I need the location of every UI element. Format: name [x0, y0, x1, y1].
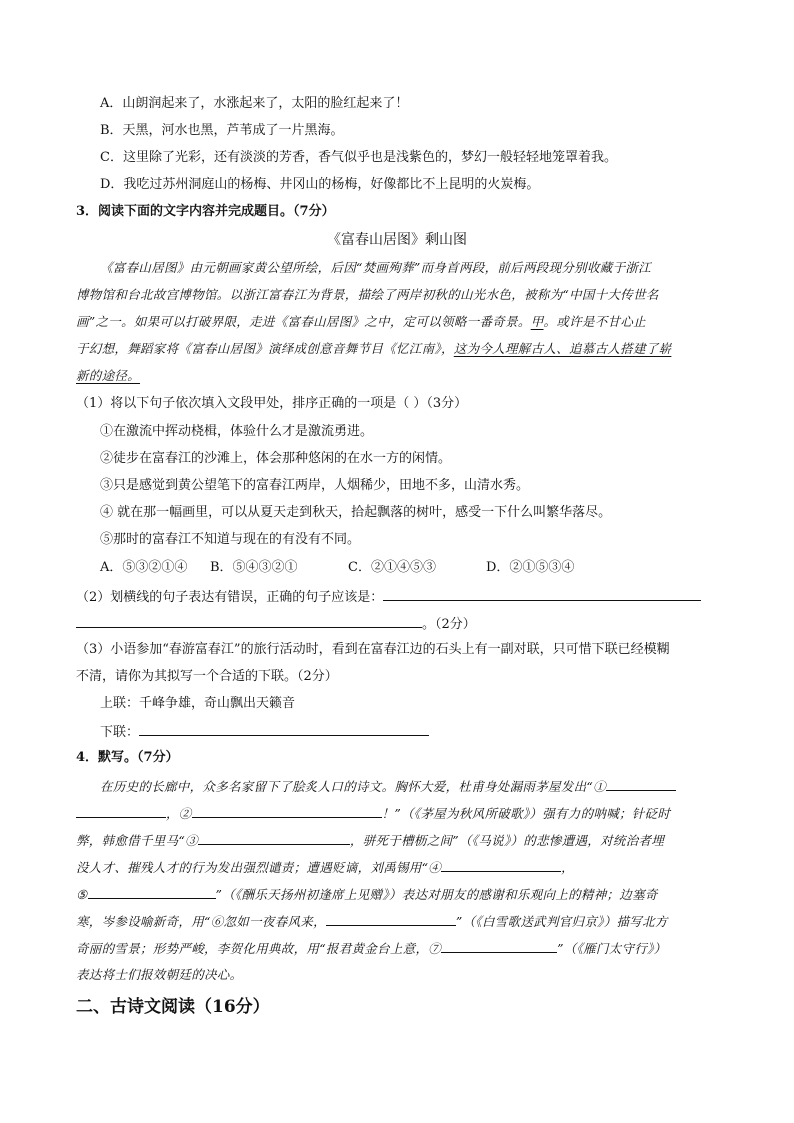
answer-line[interactable]	[606, 776, 676, 791]
answer-line[interactable]	[326, 911, 456, 926]
choice-a: A．⑤③②①④	[100, 560, 188, 575]
sentence-4: ④ 就在那一幅画里，可以从夏天走到秋天，拾起飘落的树叶，感受一下什么叫繁华落尽。	[100, 505, 612, 520]
sentence-1: ①在激流中挥动桡楫，体验什么才是激流勇进。	[100, 424, 374, 439]
answer-line[interactable]	[76, 613, 422, 628]
passage-line-3	[76, 312, 646, 332]
passage-text: 于幻想，舞蹈家将《富春山居图》演绎成创意音舞节目《忆江南》，	[76, 341, 454, 356]
sub-question-2	[76, 586, 701, 608]
section-heading: 二、古诗文阅读（16分）	[76, 997, 270, 1017]
answer-line[interactable]	[76, 803, 166, 818]
sentence-5: ⑤那时的富春江不知道与现在的有没有不同。	[100, 532, 361, 547]
passage-line-1: 《富春山居图》由元朝画家黄公望所绘，后因“焚画殉葬”而身首两段，前后两段现分别收藏于浙江	[100, 260, 651, 275]
option-a: A．山朗润起来了，水涨起来了，太阳的脸红起来了！	[100, 96, 409, 111]
score-note: 。（2分）	[422, 617, 476, 632]
passage-line-2: 博物馆和台北故宫博物馆。以浙江富春江为背景，描绘了两岸初秋的山光水色，被称为“中国十大传世名	[76, 287, 659, 302]
answer-line[interactable]	[198, 830, 350, 845]
upper-couplet: 上联：千峰争雄，奇山飘出天籁音	[100, 696, 296, 711]
q3-heading: 3．阅读下面的文字内容并完成题目。（7分）	[76, 204, 335, 219]
choice-b: B．⑤④③②①	[210, 560, 298, 575]
sub-question-1: （1）将以下句子依次填入文段甲处，排序正确的一项是（ ）（3分）	[76, 396, 468, 411]
blank-jia: 甲	[530, 314, 544, 329]
sentence-2: ②徒步在富春江的沙滩上，体会那种悠闲的在水一方的闲情。	[100, 451, 452, 466]
answer-line[interactable]	[139, 721, 429, 736]
dictation-line-5	[76, 884, 658, 905]
passage-text: 。或许是不甘心止	[543, 314, 646, 329]
option-d: D．我吃过苏州洞庭山的杨梅、井冈山的杨梅，好像都比不上昆明的火炭梅。	[100, 177, 540, 192]
dictation-line-6	[76, 911, 668, 932]
choice-d: D．②①⑤③④	[486, 560, 575, 575]
sub-question-2-cont	[76, 613, 476, 635]
dictation-line-7	[76, 938, 667, 959]
answer-line[interactable]	[383, 586, 701, 601]
dictation-text: ，	[561, 860, 574, 875]
sub-question-3-line-2: 不清，请你为其拟写一个合适的下联。（2分）	[76, 669, 338, 684]
answer-line[interactable]	[441, 938, 557, 953]
passage-text: 画”之一。如果可以打破界限，走进《富春山居图》之中，定可以领略一番奇景。	[76, 314, 531, 329]
dictation-text: ”（《酬乐天扬州初逢席上见赠》）表达对朋友的感谢和乐观向上的精神；边塞奇	[215, 887, 658, 902]
dictation-text: ⑤	[76, 887, 88, 902]
sub-question-2-text: （2）划横线的句子表达有错误，正确的句子应该是：	[76, 590, 384, 605]
q4-heading: 4．默写。（7分）	[76, 750, 179, 765]
passage-title: 《富春山居图》剩山图	[327, 232, 467, 248]
sub-question-3-line-1: （3）小语参加“春游富春江”的旅行活动时，看到在富春江边的石头上有一副对联，只可惜下联已经模糊	[76, 642, 670, 657]
lower-couplet-label: 下联：	[100, 725, 140, 740]
dictation-line-1	[100, 776, 676, 797]
dictation-text: ！”（《茅屋为秋风所破歌》）强有力的呐喊；针砭时	[381, 806, 671, 821]
dictation-text: ，②	[166, 806, 192, 821]
passage-line-4	[76, 339, 671, 359]
dictation-text: 没人才、摧残人才的行为发出强烈谴责；遭遇贬谪，刘禹锡用“④	[76, 860, 442, 875]
dictation-line-2	[76, 803, 670, 824]
dictation-text: 弊，韩愈借千里马“③	[76, 833, 198, 848]
dictation-text: 奇丽的雪景；形势严峻，李贺化用典故，用“报君黄金台上意，⑦	[76, 941, 442, 956]
dictation-line-3	[76, 830, 664, 851]
dictation-text: 在历史的长廊中，众多名家留下了脍炙人口的诗文。胸怀大爱，杜甫身处漏雨茅屋发出“①	[100, 779, 606, 794]
answer-line[interactable]	[192, 803, 382, 818]
dictation-line-4	[76, 857, 574, 878]
dictation-text: ，骈死于槽枥之间”（《马说》）的悲惨遭遇，对统治者埋	[349, 833, 665, 848]
dictation-line-8: 表达将士们报效朝廷的决心。	[76, 967, 243, 982]
dictation-text: 寒，岑参设喻新奇，用“⑥忽如一夜春风来，	[76, 914, 326, 929]
lower-couplet	[100, 721, 429, 743]
dictation-text: ”（《白雪歌送武判官归京》）描写北方	[455, 914, 668, 929]
dictation-text: ”（《雁门太守行》）	[557, 941, 667, 956]
answer-line[interactable]	[88, 884, 216, 899]
option-b: B．天黑，河水也黑，芦苇成了一片黑海。	[100, 123, 344, 138]
option-c: C．这里除了光彩，还有淡淡的芳香，香气似乎也是浅紫色的，梦幻一般轻轻地笼罩着我。	[100, 150, 617, 165]
underlined-sentence: 这为今人理解古人、追慕古人搭建了崭	[453, 341, 672, 356]
answer-line[interactable]	[441, 857, 561, 872]
underlined-sentence-end: 新的途径。	[76, 368, 141, 383]
sentence-3: ③只是感觉到黄公望笔下的富春江两岸，人烟稀少，田地不多，山清水秀。	[100, 478, 530, 493]
choice-c: C．②①④⑤③	[348, 560, 436, 575]
